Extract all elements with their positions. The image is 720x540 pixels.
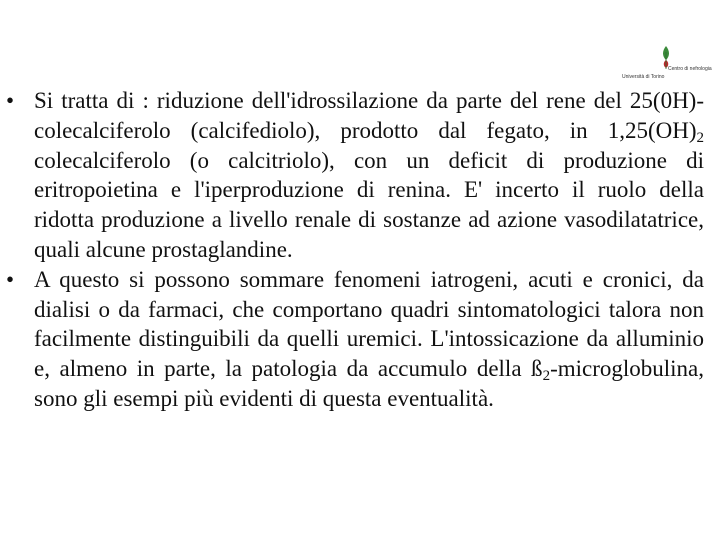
bullet-1-text-a: Si tratta di : riduzione dell'idrossilazione da parte del rene del 25(0H)-colecalciferolo (calcifediolo), prodotto dal fegato, in 1,25(OH) bbox=[34, 88, 704, 143]
bullet-1-subscript: 2 bbox=[696, 129, 704, 146]
logo-right-text: Centro di nefrologia bbox=[668, 66, 712, 72]
bullet-icon: • bbox=[6, 88, 15, 113]
bullet-2-text-b: -microglobulina, sono gli esempi più evidenti di questa eventualità. bbox=[34, 356, 704, 411]
bullet-2-subscript: 2 bbox=[542, 368, 551, 385]
bullet-1-text-b: colecalciferolo (o calcitriolo), con un deficit di produzione di eritropoietina e l'iperproduzione di renina. E' incerto il ruolo della ridotta produzione a livello renale di sostanze ad azione vasodilatatrice, quali alcune prostaglandine. bbox=[34, 147, 704, 262]
university-logo bbox=[618, 44, 714, 84]
bullet-item-1 bbox=[6, 86, 704, 265]
bullet-item-2 bbox=[6, 265, 704, 414]
slide-content bbox=[0, 86, 720, 414]
bullet-2-text-a: A questo si possono sommare fenomeni iatrogeni, acuti e cronici, da dialisi o da farmaci, che comportano quadri sintomatologici talora non facilmente distinguibili da quelli uremici. L'intossicazione da alluminio e, almeno in parte, la patologia da accumulo della ß bbox=[34, 266, 704, 382]
logo-left-text: Università di Torino bbox=[622, 74, 665, 80]
bullet-icon: • bbox=[6, 266, 15, 292]
bullet-list bbox=[0, 86, 720, 414]
